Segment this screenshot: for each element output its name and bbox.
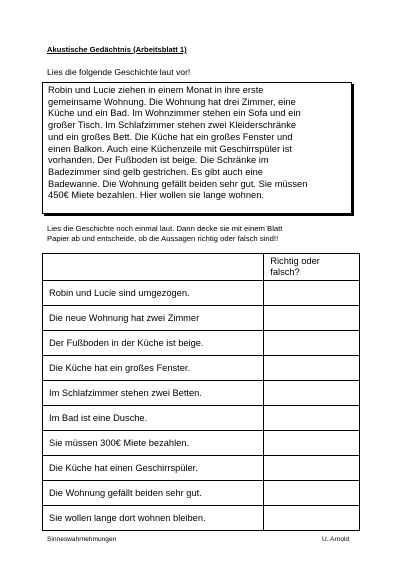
statement-cell: Sie wollen lange dort wohnen bleiben. xyxy=(43,506,264,531)
worksheet-title: Akustische Gedächtnis (Arbeitsblatt 1) xyxy=(47,45,187,54)
story-line: und ein großes Bett. Die Küche hat ein großes Fenster und xyxy=(48,131,293,142)
table-row xyxy=(43,331,360,356)
footer-author: U. Arnold xyxy=(322,536,350,543)
statement-cell: Sie müssen 300€ Miete bezahlen. xyxy=(43,431,264,456)
table-row xyxy=(43,506,360,531)
table-row xyxy=(43,356,360,381)
statement-cell: Im Bad ist eine Dusche. xyxy=(43,406,264,431)
reading-instruction: Lies die folgende Geschichte laut vor! xyxy=(47,67,191,77)
story-line: Badezimmer sind gelb gestrichen. Es gibt auch eine xyxy=(48,166,263,177)
story-line: 450€ Miete bezahlen. Hier wollen sie lange wohnen. xyxy=(48,190,264,201)
story-line: Küche und ein Bad. Im Wohnzimmer stehen ein Sofa und ein xyxy=(48,108,301,119)
task-instruction-line: Papier ab und entscheide, ob die Aussagen richtig oder falsch sind!! xyxy=(47,233,279,243)
story-line: einen Balkon. Auch eine Küchenzeile mit Geschirrspüler ist xyxy=(48,143,293,154)
answer-cell[interactable] xyxy=(264,431,360,456)
statement-cell: Der Fußboden in der Küche ist beige. xyxy=(43,331,264,356)
story-line: vorhanden. Der Fußboden ist beige. Die Schränke im xyxy=(48,155,269,166)
statement-cell: Die Wohnung gefällt beiden sehr gut. xyxy=(43,481,264,506)
statement-cell: Robin und Lucie sind umgezogen. xyxy=(43,281,264,306)
header-answer-cell xyxy=(264,254,360,281)
header-statement-cell xyxy=(43,254,264,281)
task-instruction-line: Lies die Geschichte noch einmal laut. Dann decke sie mit einem Blatt xyxy=(47,224,283,233)
story-line: Robin und Lucie ziehen in einem Monat in ihre erste xyxy=(48,85,264,95)
answer-cell[interactable] xyxy=(264,281,360,306)
table-row xyxy=(43,306,360,331)
answer-cell[interactable] xyxy=(264,381,360,406)
header-answer-line: Richtig oder xyxy=(270,256,320,266)
answer-cell[interactable] xyxy=(264,331,360,356)
task-instruction xyxy=(47,224,282,243)
statement-cell: Im Schlafzimmer stehen zwei Betten. xyxy=(43,381,264,406)
story-line: Badewanne. Die Wohnung gefällt beiden sehr gut. Sie müssen xyxy=(48,178,308,189)
story-box xyxy=(42,82,352,214)
answer-cell[interactable] xyxy=(264,456,360,481)
story-line: gemeinsame Wohnung. Die Wohnung hat drei Zimmer, eine xyxy=(48,96,296,107)
footer-subject: Sinneswahrnehmungen xyxy=(47,536,117,543)
answer-cell[interactable] xyxy=(264,506,360,531)
table-row xyxy=(43,381,360,406)
table-header-row xyxy=(43,254,360,281)
table-row xyxy=(43,456,360,481)
answer-cell[interactable] xyxy=(264,306,360,331)
statement-cell: Die neue Wohnung hat zwei Zimmer xyxy=(43,306,264,331)
answer-cell[interactable] xyxy=(264,406,360,431)
table-row xyxy=(43,431,360,456)
statement-cell: Die Küche hat einen Geschirrspüler. xyxy=(43,456,264,481)
table-row xyxy=(43,481,360,506)
story-line: großer Tisch. Im Schlafzimmer stehen zwei Kleiderschränke xyxy=(48,120,297,131)
answer-cell[interactable] xyxy=(264,481,360,506)
table-row xyxy=(43,406,360,431)
table-row xyxy=(43,281,360,306)
header-answer-line: falsch? xyxy=(270,266,300,277)
statement-cell: Die Küche hat ein großes Fenster. xyxy=(43,356,264,381)
statements-table xyxy=(42,253,360,531)
answer-cell[interactable] xyxy=(264,356,360,381)
